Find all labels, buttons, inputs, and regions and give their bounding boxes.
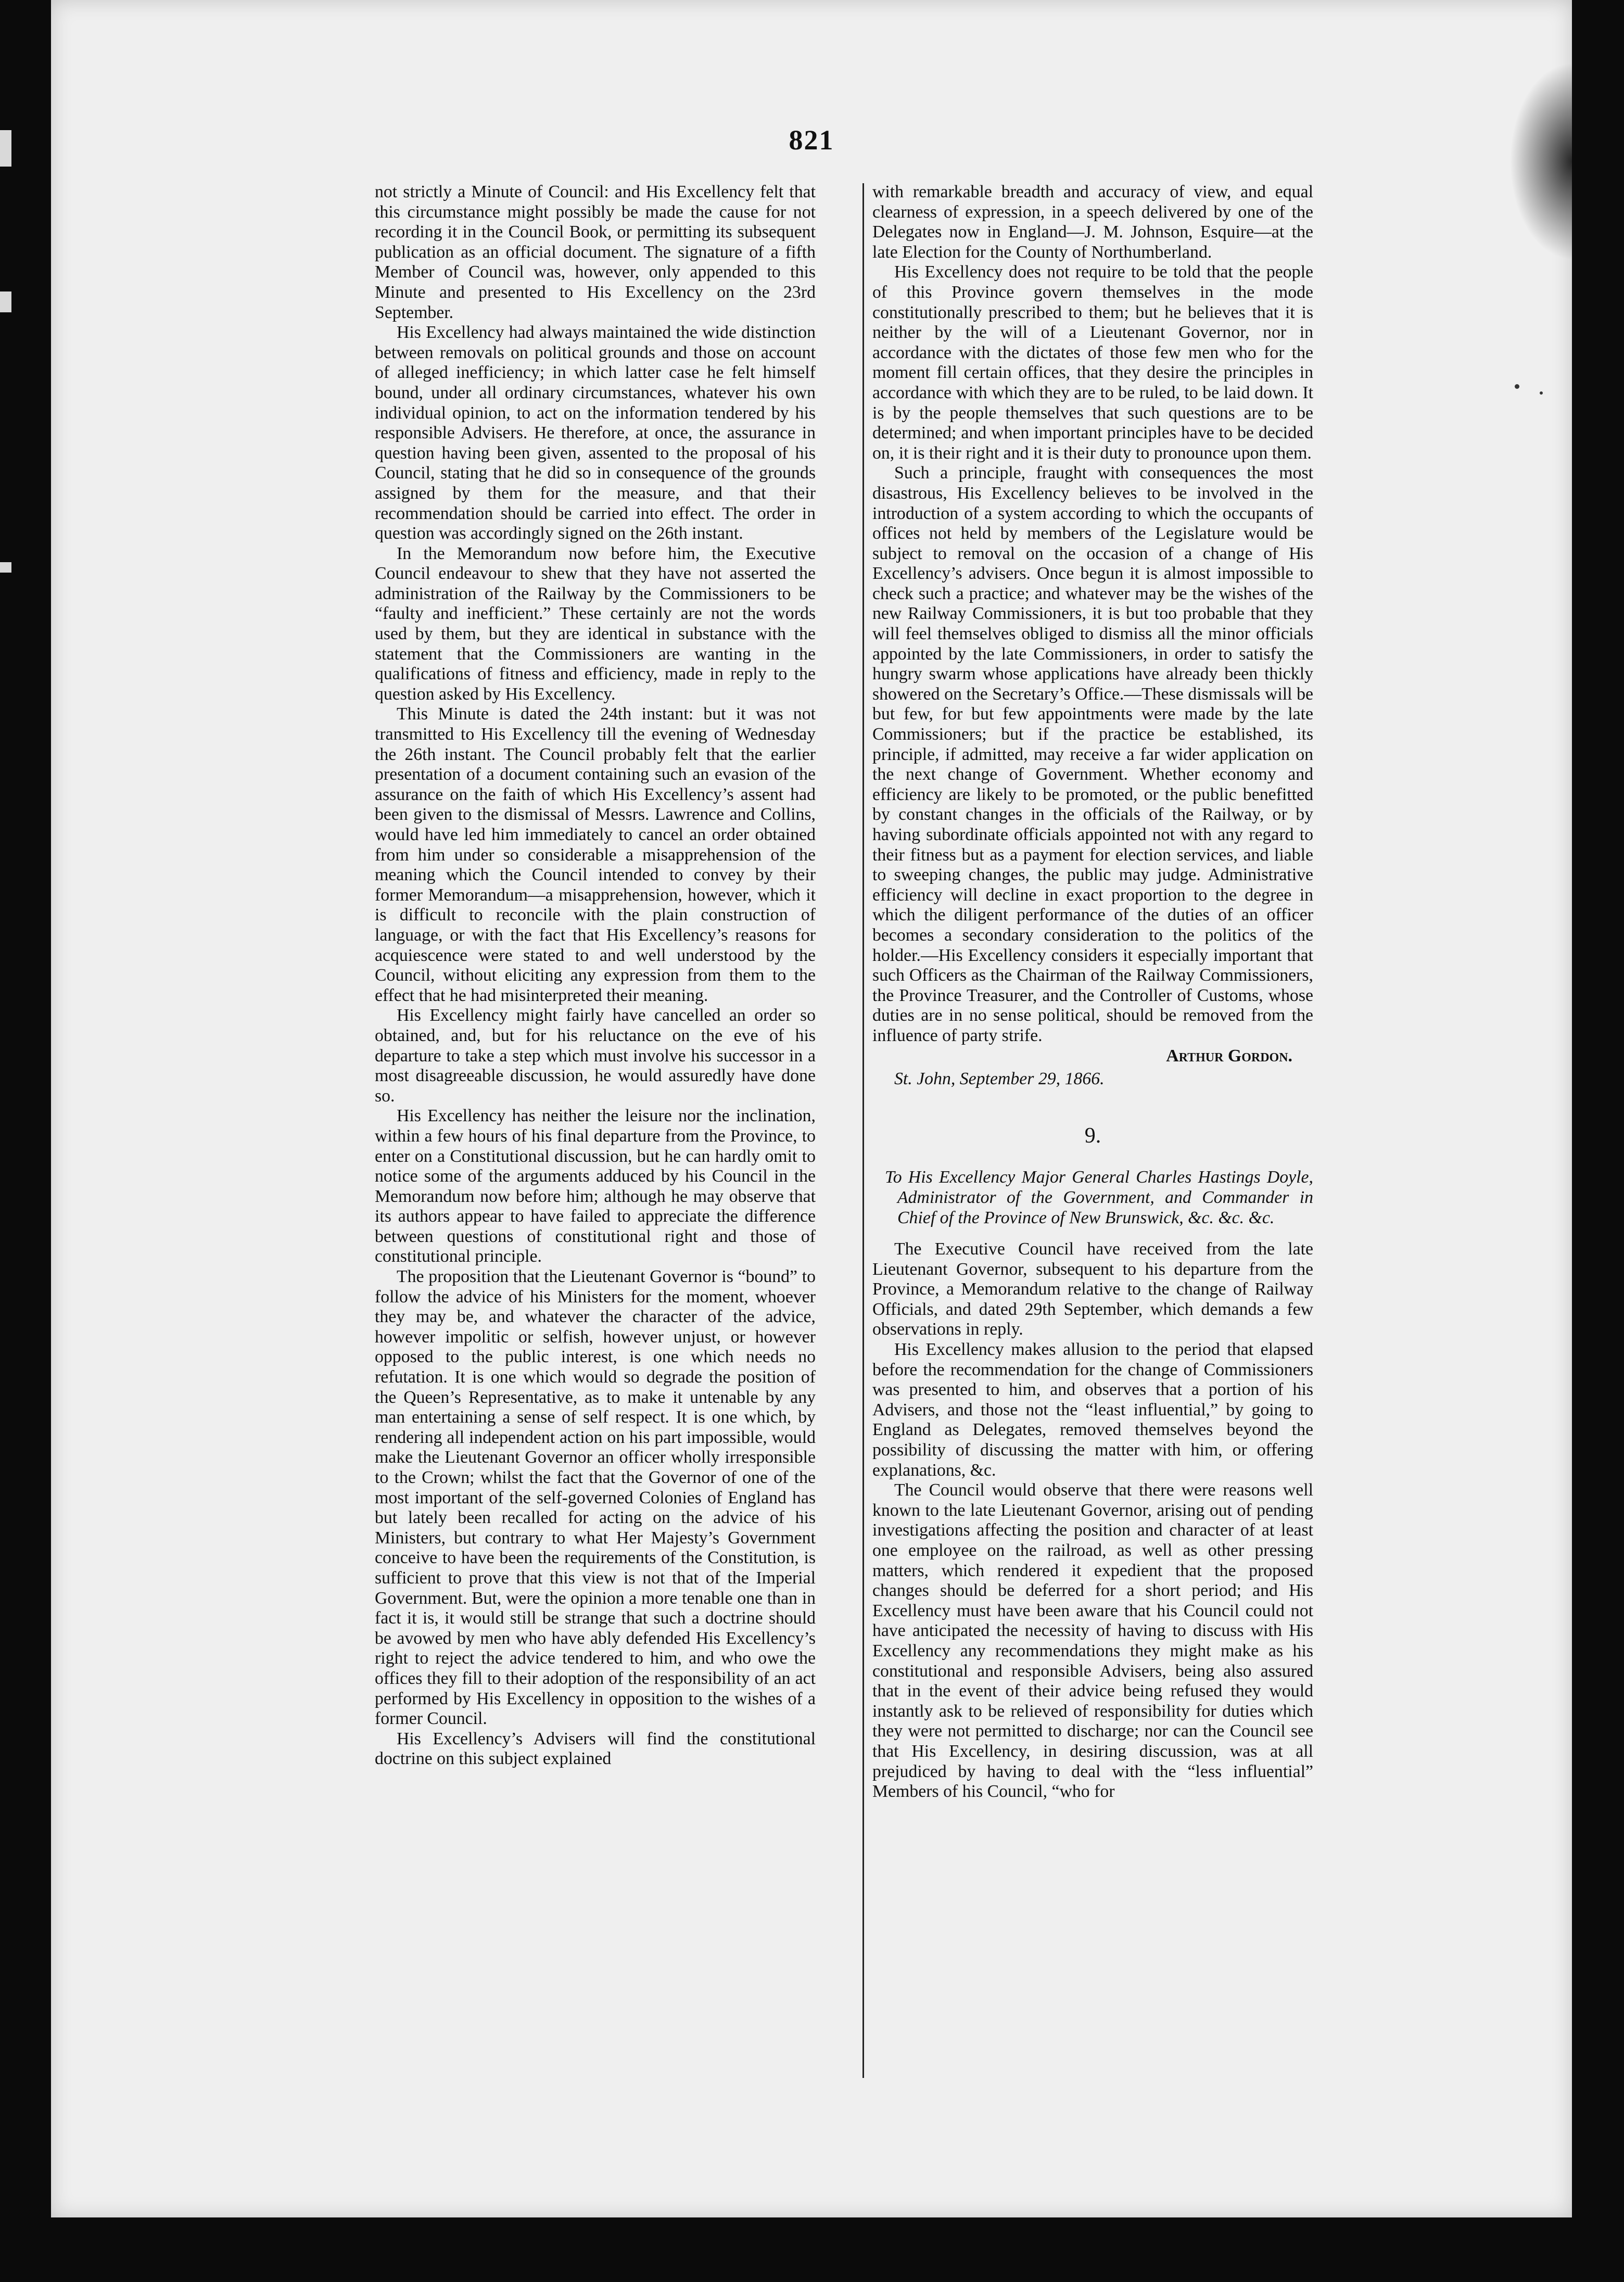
signature: Arthur Gordon.: [1166, 1046, 1292, 1066]
paragraph: His Excellency makes allusion to the period that elapsed before the recommendation for the change of Commissioners was presented to him, and observes that a portion of his Advisers, and those not the “least influential,” by going to England as Delegates, removed themselves beyond the possibility of discussing the matter with him, or offering explanations, &c.: [872, 1340, 1313, 1480]
page-edge-shadow: [1509, 62, 1572, 260]
paragraph: This Minute is dated the 24th instant: but it was not transmitted to His Excellency till the evening of Wednesday the 26th instant. The Council probably felt that the earlier presentation of a document containing such an evasion of the assurance on the faith of which His Excellency’s assent had been given to the dismissal of Messrs. Lawrence and Collins, would have led him immediately to cancel an order obtained from him under so considerable a misapprehension of the meaning which the Council intended to convey by their former Memorandum—a misapprehension, however, which it is difficult to reconcile with the plain construction of language, or with the fact that His Excellency’s reasons for acquiescence were stated to and well understood by the Council, without eliciting any expression from them to the effect that he had misinterpreted their meaning.: [375, 704, 816, 1005]
document-number: 9.: [1084, 1123, 1101, 1148]
paragraph: His Excellency had always maintained the wide distinction between removals on political grounds and those on account of alleged inefficiency; in which latter case he felt himself bound, under all ordinary circumstances, whatever his own individual opinion, to act on the information tendered by his responsible Advisers. He therefore, at once, the assurance in question having been given, assented to the proposal of his Council, stating that he did so in consequence of the grounds assigned by them for the measure, and that their recommendation should be carried into effect. The order in question was accordingly signed on the 26th instant.: [375, 323, 816, 543]
paragraph: The Executive Council have received from the late Lieutenant Governor, subsequent to his departure from the Province, a Memorandum relative to the change of Railway Officials, and dated 29th September, which demands a few observations in reply.: [872, 1239, 1313, 1339]
scanned-page: [51, 0, 1572, 2217]
paragraph: not strictly a Minute of Council: and His Excellency felt that this circumstance might possibly be made the cause for not recording it in the Council Book, or permitting its subsequent publication as an official document. The signature of a fifth Member of Council was, however, only appended to this Minute and presented to His Excellency on the 23rd September.: [375, 182, 816, 322]
paragraph: His Excellency’s Advisers will find the constitutional doctrine on this subject explained: [375, 1729, 816, 1769]
scan-speck: [1540, 391, 1543, 395]
paragraph: His Excellency does not require to be told that the people of this Province govern themselves in the mode constitutionally prescribed to them; but he believes that it is neither by the will of a Lieutenant Governor, nor in accordance with the dictates of those few men who for the moment fill certain offices, that they desire the principles in accordance with which they are to be ruled, to be laid down. It is by the people themselves that such questions are to be determined; and when important principles have to be decided on, it is their right and it is their duty to pronounce upon them.: [872, 262, 1313, 463]
paragraph: Such a principle, fraught with consequences the most disastrous, His Excellency believes to be involved in the introduction of a system according to which the occupants of offices not held by members of the Legislature would be subject to removal on the occasion of a change of His Excellency’s advisers. Once begun it is almost impossible to check such a practice; and whatever may be the wishes of the new Railway Commissioners, it is but too probable that they will feel themselves obliged to dismiss all the minor officials appointed by the late Commissioners, in order to satisfy the hungry swarm whose applications have already been thickly showered on the Secretary’s Office.—These dismissals will be but few, for but few appointments were made by the late Commissioners; but if the practice be established, its principle, if admitted, may receive a far wider application on the next change of Government. Whether economy and efficiency are likely to be promoted, or the public benefitted by constant changes in the officials of the Railway, or by having subordinate officials appointed not with any regard to their fitness but as a payment for election services, and liable to sweeping changes, the public may judge. Administrative efficiency will decline in exact proportion to the degree in which the diligent performance of the duties of an officer becomes a secondary consideration to the politics of the holder.—His Excellency considers it especially important that such Officers as the Chairman of the Railway Commissioners, the Province Treasurer, and the Controller of Customs, whose duties are in no sense political, should be removed from the influence of party strife.: [872, 463, 1313, 1045]
paragraph: In the Memorandum now before him, the Executive Council endeavour to shew that they have not asserted the administration of the Railway by the Commissioners to be “faulty and inefficient.” These certainly are not the words used by them, but they are identical in substance with the statement that the Commissioners are wanting in the qualifications of fitness and efficiency, made in reply to the question asked by His Excellency.: [375, 543, 816, 704]
date-line: St. John, September 29, 1866.: [894, 1069, 1105, 1089]
page-number: 821: [789, 124, 834, 156]
scanner-edge-mark-lower: [0, 562, 11, 573]
paragraph: His Excellency has neither the leisure nor the inclination, within a few hours of his final departure from the Province, to enter on a Constitutional discussion, but he can hardly omit to notice some of the arguments adduced by his Council in the Memorandum now before him; although he may observe that its authors appear to have failed to appreciate the difference between questions of constitutional right and those of constitutional principle.: [375, 1106, 816, 1266]
scanner-edge-mark-middle: [0, 291, 11, 312]
scanner-edge-mark-upper: [0, 130, 11, 167]
address-heading: To His Excellency Major General Charles Hastings Doyle, Administrator of the Government, and Commander in Chief of the Province of New Brunswick, &c. &c. &c.: [885, 1168, 1313, 1227]
paragraph: The Council would observe that there were reasons well known to the late Lieutenant Governor, arising out of pending investigations affecting the position and character of at least one employee on the railroad, as well as other pressing matters, which rendered it expedient that the proposed changes should be deferred for a short period; and His Excellency must have been aware that his Council could not have anticipated the necessity of having to discuss with His Excellency any recommendations they might make as his constitutional and responsible Advisers, being also assured that in the event of their advice being refused they would instantly ask to be relieved of responsibility for duties which they were not permitted to discharge; nor can the Council see that His Excellency, in desiring discussion, was at all prejudiced by having to deal with the “less influential” Members of his Council, “who for: [872, 1480, 1313, 1802]
left-column: [375, 182, 816, 1769]
paragraph: The proposition that the Lieutenant Governor is “bound” to follow the advice of his Ministers for the moment, whoever they may be, and whatever the character of the advice, however impolitic or selfish, however unjust, or however opposed to the public interest, is one which needs no refutation. It is one which would so degrade the position of the Queen’s Representative, as to make it untenable by any man entertaining a sense of self respect. It is one which, by rendering all independent action on his part impossible, would make the Lieutenant Governor an officer wholly irresponsible to the Crown; whilst the fact that the Governor of one of the most important of the self-governed Colonies of England has but lately been recalled for acting on the advice of his Ministers, but contrary to what Her Majesty’s Government conceive to have been the requirements of the Constitution, is sufficient to prove that this view is not that of the Imperial Government. But, were the opinion a more tenable one than in fact it is, it would still be strange that such a doctrine should be avowed by men who have ably defended His Excellency’s right to reject the advice tendered to him, and who owe the offices they fill to their adoption of the responsibility of an act performed by His Excellency in opposition to the wishes of a former Council.: [375, 1267, 816, 1729]
paragraph: His Excellency might fairly have cancelled an order so obtained, and, but for his reluctance on the eve of his departure to take a step which must involve his successor in a most disagreeable discussion, he would assuredly have done so.: [375, 1006, 816, 1106]
right-column: [872, 182, 1313, 1802]
scan-speck: [1515, 384, 1519, 389]
paragraph: with remarkable breadth and accuracy of view, and equal clearness of expression, in a speech delivered by one of the Delegates now in England—J. M. Johnson, Esquire—at the late Election for the County of Northumberland.: [872, 182, 1313, 262]
column-divider: [862, 183, 864, 2078]
